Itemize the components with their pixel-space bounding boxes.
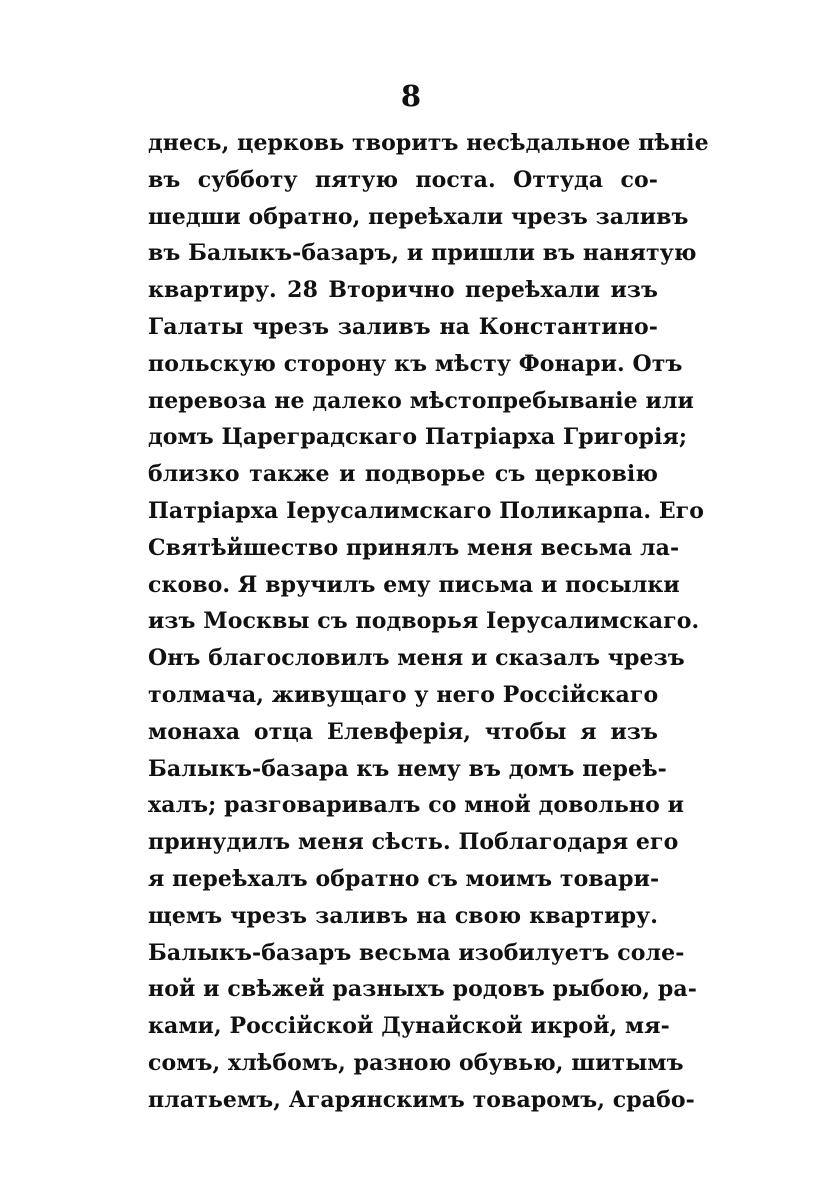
text-line: сково. Я вручилъ ему письма и посылки: [148, 571, 680, 598]
text-line: ной и свѣжей разныхъ родовъ рыбою, ра-: [148, 976, 697, 1003]
text-line: Балыкъ-базара къ нему въ домъ перeѣ-: [148, 755, 667, 782]
text-line: Патріарха Іерусалимскаго Поликарпа. Его: [148, 497, 705, 524]
page-number: 8: [400, 79, 422, 113]
text-line: платьемъ, Агарянскимъ товаромъ, срабо-: [148, 1086, 695, 1113]
text-line: днесь, церковь творитъ несѣдальное пѣніе: [148, 130, 709, 156]
text-line: Онъ благословилъ меня и сказалъ чрезъ: [148, 645, 685, 672]
text-line: близко также и подворье съ церковію: [148, 461, 658, 488]
text-line: щемъ чрезъ заливъ на свою квартиру.: [148, 902, 658, 929]
body-text: [148, 125, 709, 1119]
text-line: толмача, живущаго у него Россійскаго: [148, 681, 659, 708]
text-line: я переѣхалъ обратно съ моимъ товари-: [148, 865, 660, 892]
text-line: Балыкъ-базаръ весьма изобилуетъ соле-: [148, 939, 685, 966]
text-line: польскую сторону къ мѣсту Фонари. Отъ: [148, 350, 683, 377]
text-line: перевоза не далеко мѣстопребываніе или: [148, 387, 694, 414]
text-line: принудилъ меня сѣсть. Поблагодаря его: [148, 829, 679, 856]
text-line: домъ Цареградскаго Патріарха Григорія;: [148, 424, 688, 451]
text-line: сомъ, хлѣбомъ, разною обувью, шитымъ: [148, 1049, 684, 1076]
text-line: монаха отца Елевферія, чтобы я изъ: [148, 718, 658, 745]
text-line: въ Балыкъ-базаръ, и пришли въ нанятую: [148, 240, 697, 267]
text-line: квартиру. 28 Вторично переѣхали изъ: [148, 277, 658, 304]
text-line: шедши обратно, переѣхали чрезъ заливъ: [148, 203, 689, 230]
text-line: въ субботу пятую поста. Оттуда со-: [148, 166, 658, 193]
text-line: Святѣйшество принялъ меня весьма ла-: [148, 534, 680, 561]
text-line: Галаты чрезъ заливъ на Константино-: [148, 313, 658, 340]
text-line: халъ; разговаривалъ со мной довольно и: [148, 792, 685, 819]
text-line: изъ Москвы съ подворья Іерусалимскаго.: [148, 608, 700, 635]
text-line: ками, Россійской Дунайской икрой, мя-: [148, 1013, 670, 1040]
